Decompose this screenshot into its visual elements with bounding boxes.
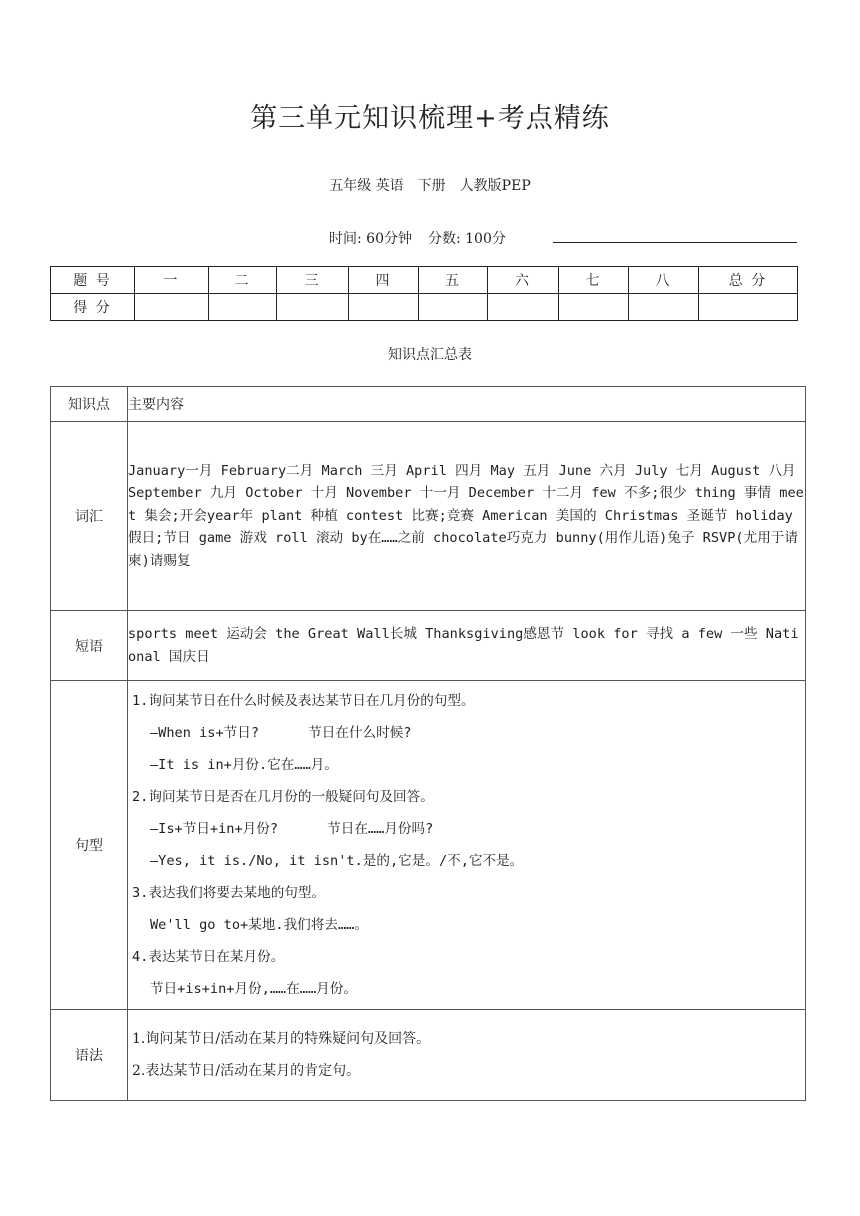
sentence-line: We'll go to+某地.我们将去……。: [150, 917, 368, 933]
grammar-row: [51, 1010, 806, 1101]
score-table-header-row: [51, 267, 798, 294]
score-cell: [277, 294, 349, 321]
knowledge-header-label: 知识点: [51, 387, 128, 422]
score-cell: [699, 294, 798, 321]
score-cell: [629, 294, 699, 321]
score-header-cell: 一: [135, 267, 209, 294]
sentence-line: —Yes, it is./No, it isn't.是的,它是。/不,它不是。: [150, 853, 524, 869]
sentence-label: 句型: [51, 681, 128, 1010]
score-header-cell: 四: [349, 267, 419, 294]
vocab-label: 词汇: [51, 422, 128, 611]
score-row-label: 得 分: [51, 294, 135, 321]
grammar-line: 2.表达某节日/活动在某月的肯定句。: [132, 1063, 361, 1079]
knowledge-header-row: [51, 387, 806, 422]
score-cell: [209, 294, 277, 321]
phrase-content: sports meet 运动会 the Great Wall长城 Thanksgiving感恩节 look for 寻找 a few 一些 National 国庆日: [128, 611, 806, 681]
score-header-cell: 八: [629, 267, 699, 294]
knowledge-header-content: 主要内容: [128, 387, 806, 422]
time-label: 时间: 60分钟: [329, 231, 412, 247]
grammar-content: [128, 1010, 806, 1101]
vocab-row: [51, 422, 806, 611]
time-score-line: [329, 228, 506, 248]
score-cell: [135, 294, 209, 321]
sentence-line: —When is+节日? 节日在什么时候?: [150, 725, 412, 741]
sentence-line: 1.询问某节日在什么时候及表达某节日在几月份的句型。: [132, 693, 475, 709]
phrase-row: [51, 611, 806, 681]
sentence-line: 节日+is+in+月份,……在……月份。: [150, 981, 357, 997]
grammar-label: 语法: [51, 1010, 128, 1101]
sentence-row: [51, 681, 806, 1010]
score-header-cell: 三: [277, 267, 349, 294]
page-subtitle: 五年级 英语 下册 人教版PEP: [329, 178, 531, 194]
knowledge-table: [50, 386, 806, 1101]
score-header-cell: 六: [488, 267, 559, 294]
summary-title: 知识点汇总表: [388, 347, 472, 363]
name-underline: [553, 242, 797, 243]
score-header-cell: 二: [209, 267, 277, 294]
sentence-line: 4.表达某节日在某月份。: [132, 949, 285, 965]
score-table: [50, 266, 798, 321]
vocab-content: January一月 February二月 March 三月 April 四月 May 五月 June 六月 July 七月 August 八月 September 九月 October 十月 November 十一月 December 十二月 few 不多;很少 thing 事情 meet 集会;开会year年 plant 种植 contest 比赛;竞赛 American 美国的 Christmas 圣诞节 holiday假日;节日 game 游戏 roll 滚动 by在……之前 chocolate巧克力 bunny(用作儿语)兔子 RSVP(尤用于请柬)请赐复: [128, 422, 806, 611]
phrase-label: 短语: [51, 611, 128, 681]
score-cell: [419, 294, 488, 321]
sentence-line: —It is in+月份.它在……月。: [150, 757, 338, 773]
score-header-cell: 总 分: [699, 267, 798, 294]
score-header-cell: 七: [559, 267, 629, 294]
grammar-line: 1.询问某节日/活动在某月的特殊疑问句及回答。: [132, 1031, 431, 1047]
page-title: 第三单元知识梳理+考点精练: [250, 103, 610, 134]
score-header-cell: 五: [419, 267, 488, 294]
score-header-cell: 题 号: [51, 267, 135, 294]
sentence-line: 2.询问某节日是否在几月份的一般疑问句及回答。: [132, 789, 434, 805]
sentence-content: [128, 681, 806, 1010]
sentence-line: —Is+节日+in+月份? 节日在……月份吗?: [150, 821, 434, 837]
score-table-score-row: [51, 294, 798, 321]
score-cell: [488, 294, 559, 321]
score-cell: [349, 294, 419, 321]
sentence-line: 3.表达我们将要去某地的句型。: [132, 885, 326, 901]
score-label: 分数: 100分: [427, 231, 506, 247]
score-cell: [559, 294, 629, 321]
